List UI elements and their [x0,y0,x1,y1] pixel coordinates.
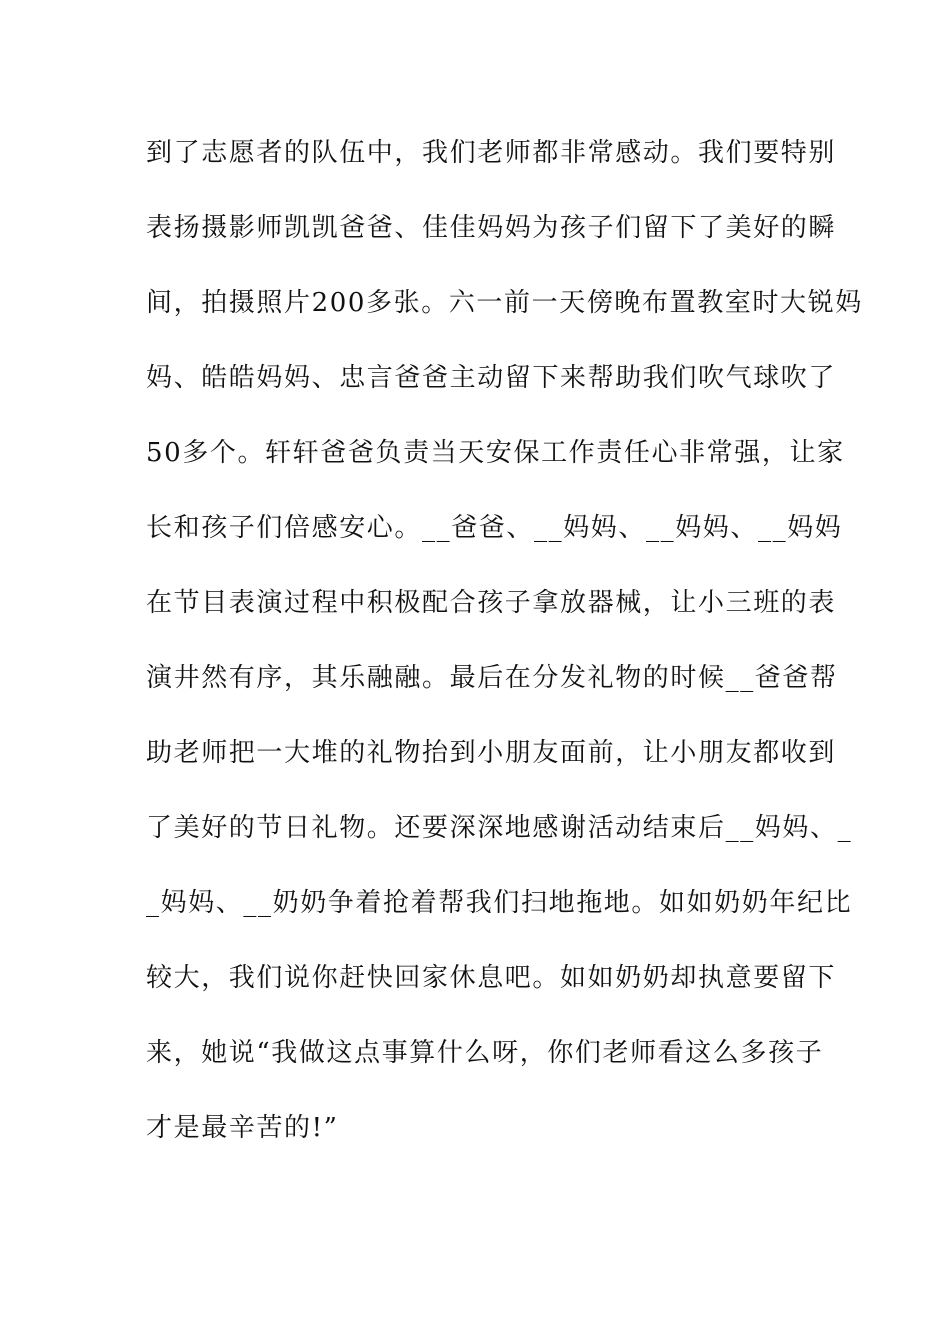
text-line-13: 来，她说“我做这点事算什么呀，你们老师看这么多孩子 [146,1038,824,1068]
text-line-10: 了美好的节日礼物。还要深深地感谢活动结束后__妈妈、_ [146,813,853,843]
text-line-8: 演井然有序，其乐融融。最后在分发礼物的时候__爸爸帮 [146,663,838,693]
text-line-14: 才是最辛苦的!” [146,1113,339,1143]
text-line-1: 到了志愿者的队伍中，我们老师都非常感动。我们要特别 [146,138,837,168]
text-line-2: 表扬摄影师凯凯爸爸、佳佳妈妈为孩子们留下了美好的瞬 [146,213,837,243]
text-line-6: 长和孩子们倍感安心。__爸爸、__妈妈、__妈妈、__妈妈 [146,513,843,543]
text-line-5: 50多个。轩轩爸爸负责当天安保工作责任心非常强，让家 [146,438,845,468]
text-line-3: 间，拍摄照片200多张。六一前一天傍晚布置教室时大锐妈 [146,288,863,318]
text-line-7: 在节目表演过程中积极配合孩子拿放器械，让小三班的表 [146,588,837,618]
text-line-9: 助老师把一大堆的礼物抬到小朋友面前，让小朋友都收到 [146,738,837,768]
text-line-4: 妈、皓皓妈妈、忠言爸爸主动留下来帮助我们吹气球吹了 [146,363,837,393]
text-line-11: _妈妈、__奶奶争着抢着帮我们扫地拖地。如如奶奶年纪比 [146,888,853,918]
body-paragraph [146,130,863,1180]
text-line-12: 较大，我们说你赶快回家休息吧。如如奶奶却执意要留下 [146,963,837,993]
